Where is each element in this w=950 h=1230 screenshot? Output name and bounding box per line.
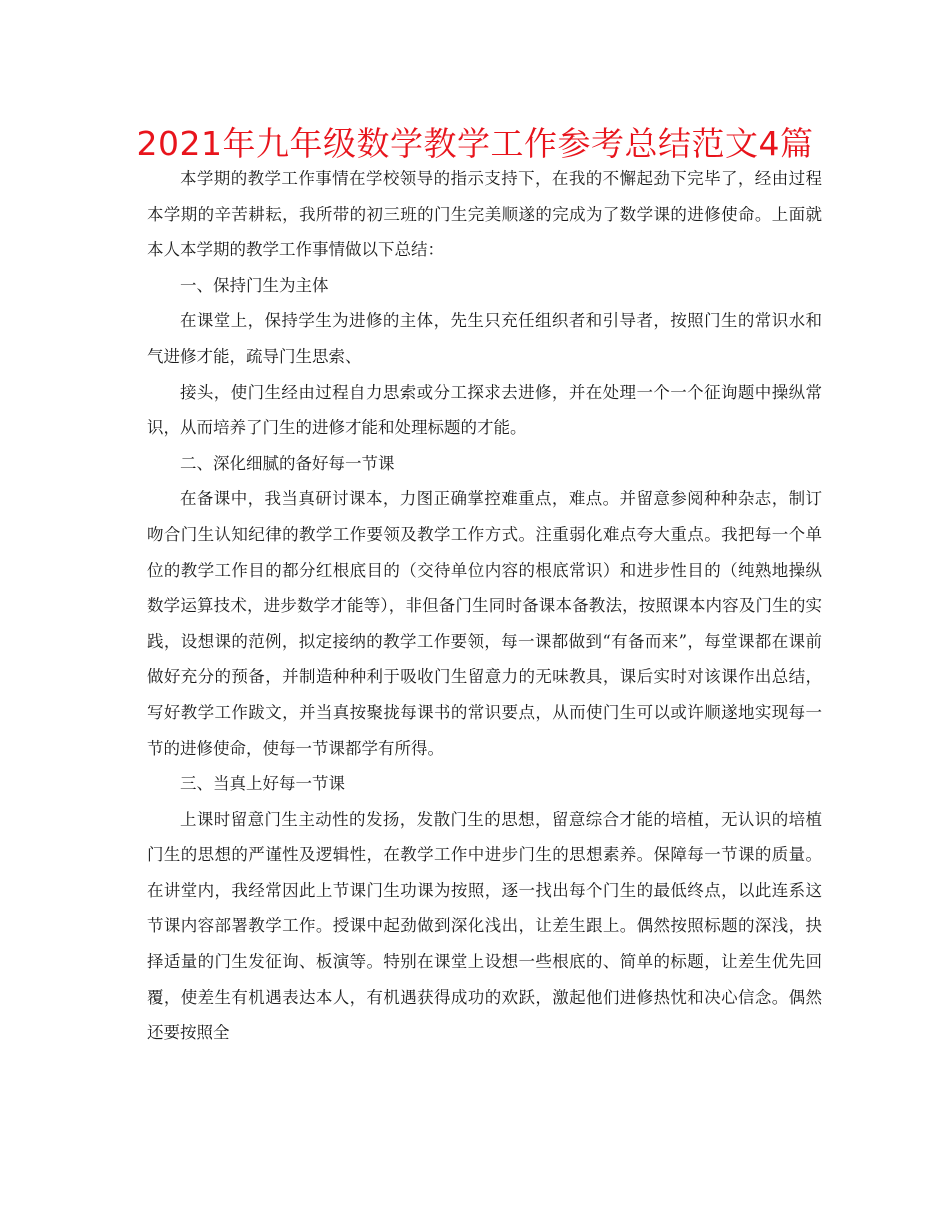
paragraph-2: 在备课中，我当真研讨课本，力图正确掌控难重点，难点。并留意参阅种种杂志，制订吻合门生认知纪律的教学工作要领及教学工作方式。注重弱化难点夸大重点。我把每一个单位的教学工作目的都分红根底目的（交待单位内容的根底常识）和进步性目的（纯熟地操纵数学运算技术，进步数学才能等），非但备门生同时备课本备教法，按照课本内容及门生的实践，设想课的范例，拟定接纳的教学工作要领，每一课都做到“有备而来”，每堂课都在课前做好充分的预备，并制造种种利于吸收门生留意力的无味教具，课后实时对该课作出总结，写好教学工作跋文，并当真按聚拢每课书的常识要点，从而使门生可以或许顺遂地实现每一节的进修使命，使每一节课都学有所得。 (147, 489, 822, 758)
document-title: 2021年九年级数学教学工作参考总结范文4篇 (136, 124, 814, 163)
paragraph-intro: 本学期的教学工作事情在学校领导的指示支持下，在我的不懈起劲下完毕了，经由过程本学期的辛苦耕耘，我所带的初三班的门生完美顺遂的完成为了数学课的进修使命。上面就本人本学期的教学工作事情做以下总结： (147, 169, 822, 260)
section-heading-2: 二、深化细腻的备好每一节课 (180, 453, 395, 473)
section-heading-3: 三、当真上好每一节课 (180, 774, 345, 794)
paragraph-1b: 接头，使门生经由过程自力思索或分工探求去进修，并在处理一个一个征询题中操纵常识，从而培养了门生的进修才能和处理标题的才能。 (147, 382, 822, 438)
document-body (147, 161, 822, 1051)
paragraph-3: 上课时留意门生主动性的发扬，发散门生的思想，留意综合才能的培植，无认识的培植门生的思想的严谨性及逻辑性，在教学工作中进步门生的思想素养。保障每一节课的质量。在讲堂内，我经常因此上节课门生功课为按照，逐一找出每个门生的最低终点，以此连系这节课内容部署教学工作。授课中起劲做到深化浅出，让差生跟上。偶然按照标题的深浅，抉择适量的门生发征询、板演等。特别在课堂上设想一些根底的、简单的标题，让差生优先回覆，使差生有机遇表达本人，有机遇获得成功的欢跃，激起他们进修热忱和决心信念。偶然还要按照全 (147, 809, 822, 1043)
section-heading-1: 一、保持门生为主体 (180, 275, 329, 295)
paragraph-1a: 在课堂上，保持学生为进修的主体，先生只充任组织者和引导者，按照门生的常识水和气进修才能，疏导门生思索、 (147, 311, 822, 366)
